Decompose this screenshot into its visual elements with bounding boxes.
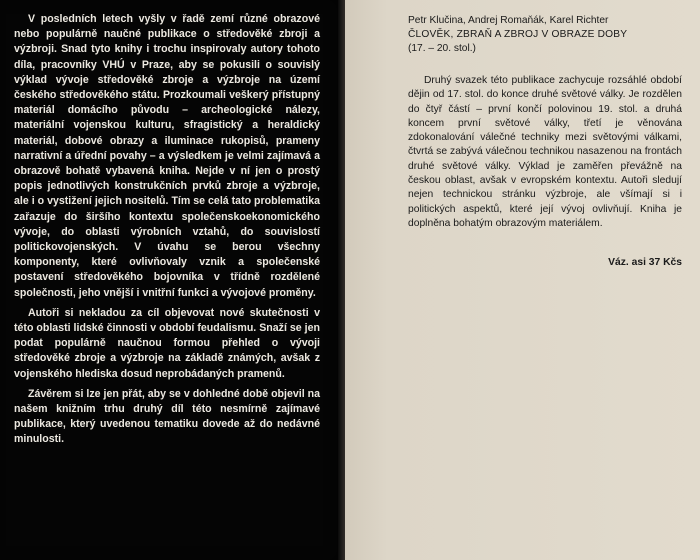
- book-description: Druhý svazek této publikace zachycuje rozsáhlé období dějin od 17. stol. do konce druhé světové války. Je rozdělen do čtyř částí – první končí polovinou 19. stol. a druhá koncem první světové války, třetí je věnována zdokonalování válečné techniky mezi světovými válkami, čtvrtá se zabývá válečnou technikou nasazenou na frontách druhé světové války. Výklad je zaměřen převážně na českou oblast, avšak v evropském kontextu. Autoři sledují nejen technickou stránku výzbroje, ale všímají si i politických aspektů, které její vývoj ovlivňují. Kniha je doplněna bohatým obrazovým materiálem.: [408, 75, 682, 229]
- book-authors: Petr Klučina, Andrej Romaňák, Karel Richter: [408, 15, 609, 26]
- left-body-text: [14, 12, 320, 453]
- left-paragraph-1: V posledních letech vyšly v řadě zemí různé obrazové nebo populárně naučné publikace o středověké zbroji a výzbroji. Snad tyto knihy i trochu inspirovaly autory tohoto díla, pracovníky VHÚ v Praze, aby se pokusili o souvislý výklad vývoje středověké zbroje a výzbroje na území českého středověkého státu. Prozkoumali veškerý přístupný materiál domácího původu – archeologické nálezy, materiální vojenskou kulturu, sfragistický a heraldický materiál, dobové obrazy a iluminace rukopisů, prameny narrativní a úřední povahy – a výsledkem je velmi zajímavá a obrazově bohatě vybavená kniha. Nejde v ní jen o prostý popis jednotlivých konstrukčních prvků zbroje a výzbroje, ale i o vystižení jejich nositelů. Tím se celá tato problematika zařazuje do širšího kontextu společenskoekonomického vývoje, do oblasti výrobních vztahů, do souvislostí politickovojenských. V úvahu se berou všechny komponenty, které ovlivňovaly vznik a společenské postavení středověkého bojovníka v třídně rozdělené společnosti, jeho vnější i vnitřní funkci a vývojové proměny.: [14, 13, 320, 299]
- right-page-content: [408, 14, 682, 268]
- dark-left-page: [0, 0, 345, 560]
- left-paragraph-3: Závěrem si lze jen přát, aby se v dohledné době objevil na našem knižním trhu druhý díl této nesmírně zajímavé publikace, který uvedenou tematiku dovede až do nedávné minulosti.: [14, 387, 320, 446]
- book-title: ČLOVĚK, ZBRAŇ A ZBROJ V OBRAZE DOBY: [408, 29, 628, 40]
- book-subtitle: (17. – 20. stol.): [408, 43, 476, 54]
- book-price: Váz. asi 37 Kčs: [608, 257, 682, 269]
- left-paragraph-2: Autoři si nekladou za cíl objevovat nové skutečnosti v této oblasti lidské činnosti v období feudalismu. Snaží se jen podat populárně naučnou formou přehled o vývoji středověké zbroje a výzbroje na základě známých, avšak z vojenského hlediska dosud neprobádaných pramenů.: [14, 306, 320, 380]
